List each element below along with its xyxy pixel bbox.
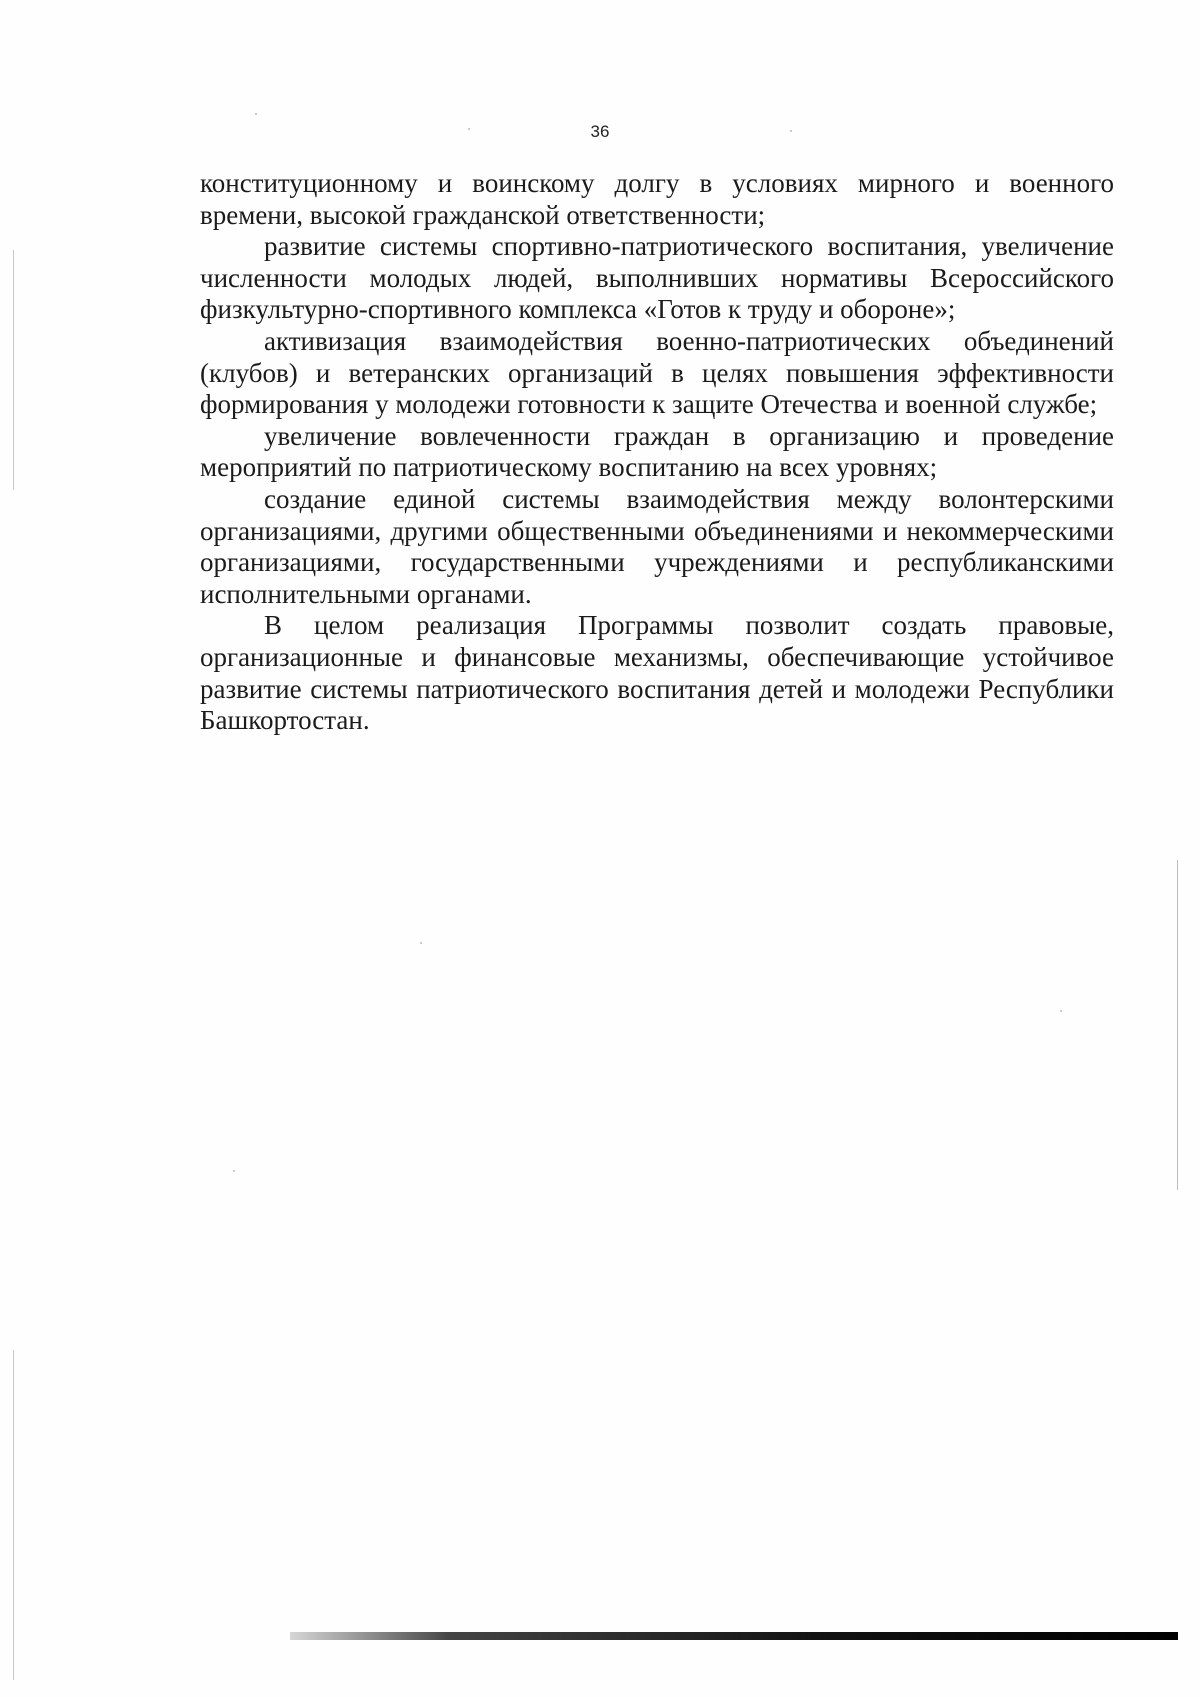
paragraph-volunteer-system: создание единой системы взаимодействия между волонтерскими организациями, другими общественными объединениями и некоммерческими организациями, государственными учреждениями и республиканскими исполнительными органами. [200,483,1114,609]
scan-speck [255,113,257,115]
scan-bottom-bar [290,1632,1178,1640]
scan-edge-mark-left-top [13,250,14,490]
scan-speck [1060,1010,1062,1012]
scan-edge-mark-right [1177,860,1178,1190]
scan-edge-mark-left-bottom [13,1350,14,1680]
paragraph-citizen-involvement: увеличение вовлеченности граждан в организацию и проведение мероприятий по патриотическому воспитанию на всех уровнях; [200,420,1114,483]
paragraph-continuation: конституционному и воинскому долгу в условиях мирного и военного времени, высокой гражданской ответственности; [200,168,1114,230]
paragraph-military-clubs: активизация взаимодействия военно-патриотических объединений (клубов) и ветеранских организаций в целях повышения эффективности формирования у молодежи готовности к защите Отечества и военной службе; [200,325,1114,420]
paragraph-conclusion: В целом реализация Программы позволит создать правовые, организационные и финансовые механизмы, обеспечивающие устойчивое развитие системы патриотического воспитания детей и молодежи Республики Башкортостан. [200,610,1114,736]
document-body [200,168,1114,737]
page-number: 36 [590,122,610,141]
paragraph-sports-patriotic: развитие системы спортивно-патриотического воспитания, увеличение численности молодых людей, выполнивших нормативы Всероссийского физкультурно-спортивного комплекса «Готов к труду и обороне»; [200,231,1114,325]
scan-speck [233,1170,235,1172]
scan-speck [420,942,422,944]
